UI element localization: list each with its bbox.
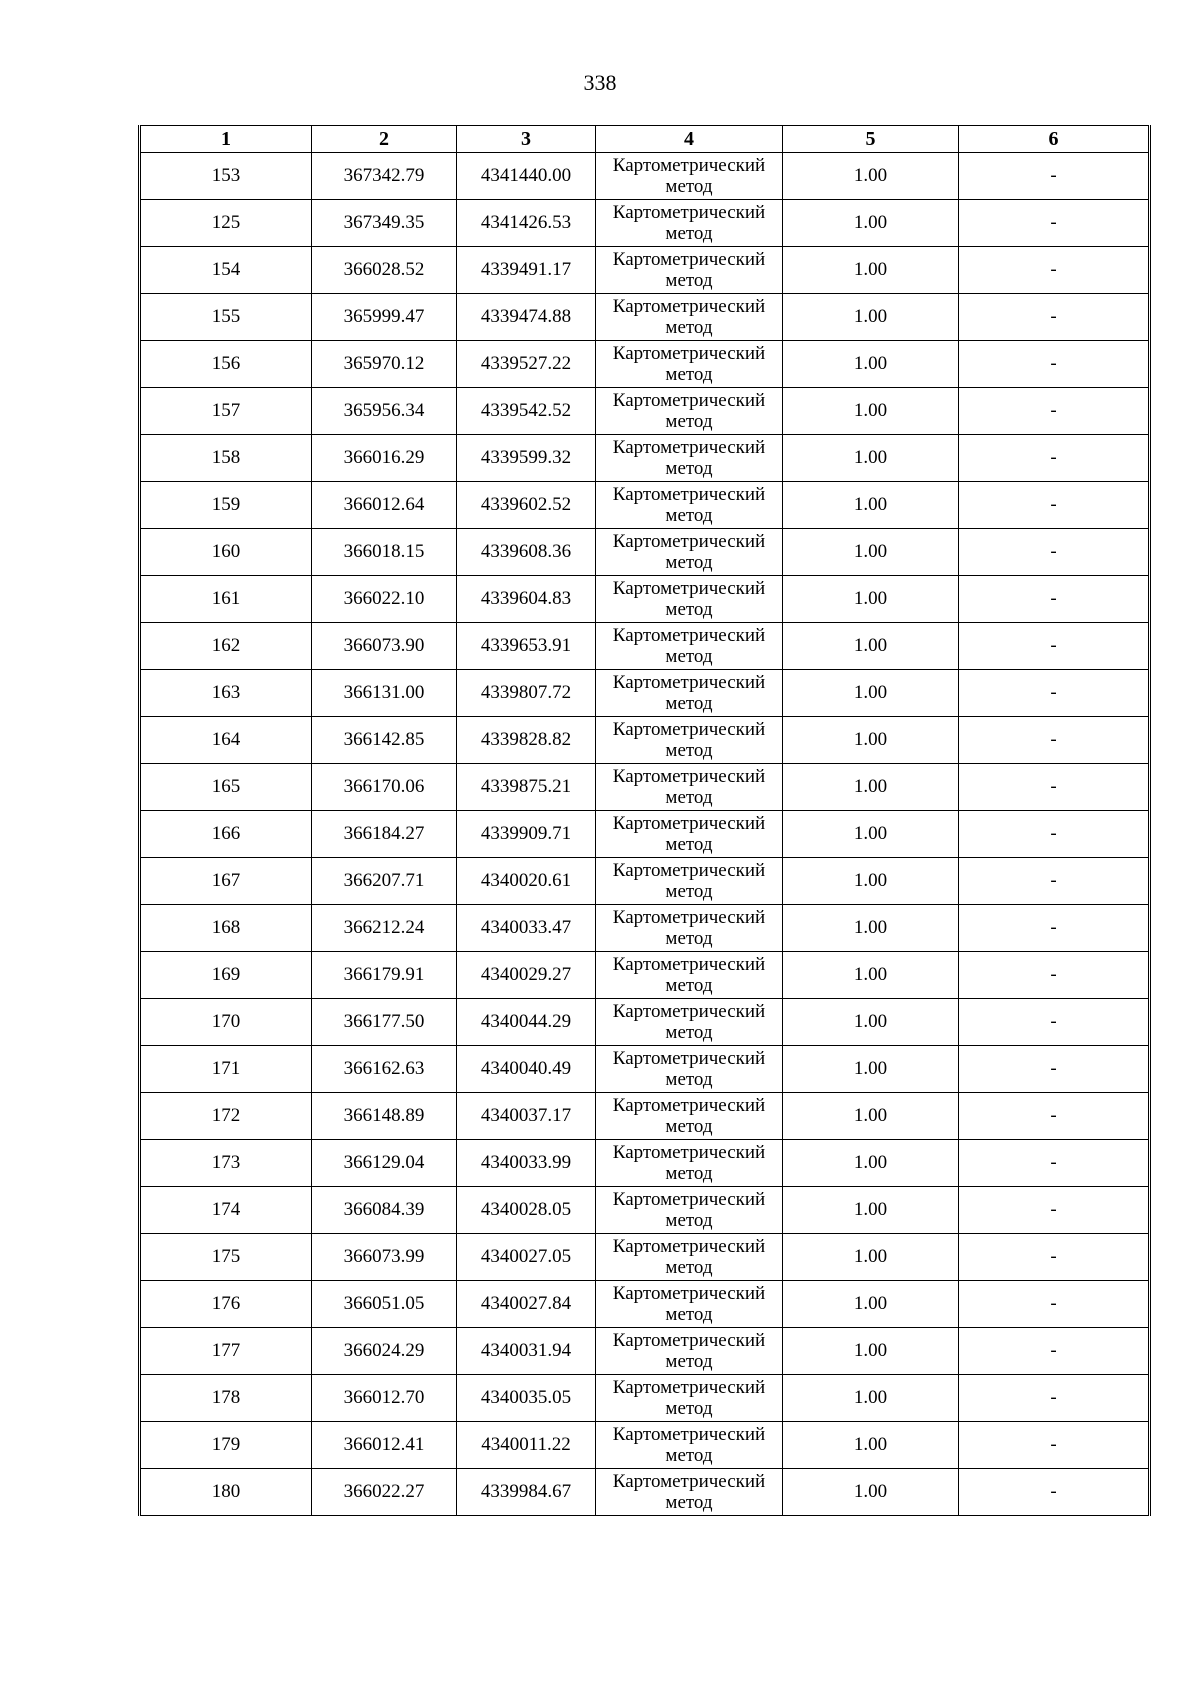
x-coordinate-cell: 366024.29: [312, 1328, 457, 1375]
x-coordinate-cell: 366184.27: [312, 811, 457, 858]
note-cell: -: [959, 482, 1150, 529]
x-coordinate-cell: 366170.06: [312, 764, 457, 811]
accuracy-cell: 1.00: [783, 717, 959, 764]
point-number-cell: 160: [140, 529, 312, 576]
note-cell: -: [959, 1469, 1150, 1516]
method-cell: Картометрический метод: [596, 388, 783, 435]
note-cell: -: [959, 623, 1150, 670]
x-coordinate-cell: 366018.15: [312, 529, 457, 576]
y-coordinate-cell: 4339602.52: [457, 482, 596, 529]
table-row: [140, 1046, 1150, 1093]
note-cell: -: [959, 1187, 1150, 1234]
point-number-cell: 176: [140, 1281, 312, 1328]
accuracy-cell: 1.00: [783, 999, 959, 1046]
x-coordinate-cell: 366012.64: [312, 482, 457, 529]
x-coordinate-cell: 366028.52: [312, 247, 457, 294]
accuracy-cell: 1.00: [783, 388, 959, 435]
table-row: [140, 435, 1150, 482]
point-number-cell: 162: [140, 623, 312, 670]
y-coordinate-cell: 4340020.61: [457, 858, 596, 905]
point-number-cell: 174: [140, 1187, 312, 1234]
method-cell: Картометрический метод: [596, 1328, 783, 1375]
y-coordinate-cell: 4339984.67: [457, 1469, 596, 1516]
y-coordinate-cell: 4339542.52: [457, 388, 596, 435]
point-number-cell: 170: [140, 999, 312, 1046]
accuracy-cell: 1.00: [783, 811, 959, 858]
y-coordinate-cell: 4339474.88: [457, 294, 596, 341]
point-number-cell: 169: [140, 952, 312, 999]
method-cell: Картометрический метод: [596, 153, 783, 200]
accuracy-cell: 1.00: [783, 341, 959, 388]
x-coordinate-cell: 366051.05: [312, 1281, 457, 1328]
method-cell: Картометрический метод: [596, 1234, 783, 1281]
method-cell: Картометрический метод: [596, 905, 783, 952]
table-row: [140, 811, 1150, 858]
column-header-3: 3: [457, 126, 596, 153]
table-row: [140, 623, 1150, 670]
y-coordinate-cell: 4339491.17: [457, 247, 596, 294]
x-coordinate-cell: 366016.29: [312, 435, 457, 482]
accuracy-cell: 1.00: [783, 905, 959, 952]
note-cell: -: [959, 952, 1150, 999]
x-coordinate-cell: 366212.24: [312, 905, 457, 952]
point-number-cell: 161: [140, 576, 312, 623]
table-row: [140, 1093, 1150, 1140]
x-coordinate-cell: 366012.41: [312, 1422, 457, 1469]
point-number-cell: 179: [140, 1422, 312, 1469]
table-row: [140, 1422, 1150, 1469]
accuracy-cell: 1.00: [783, 435, 959, 482]
point-number-cell: 153: [140, 153, 312, 200]
note-cell: -: [959, 1140, 1150, 1187]
point-number-cell: 167: [140, 858, 312, 905]
point-number-cell: 156: [140, 341, 312, 388]
x-coordinate-cell: 366012.70: [312, 1375, 457, 1422]
y-coordinate-cell: 4339608.36: [457, 529, 596, 576]
point-number-cell: 163: [140, 670, 312, 717]
note-cell: -: [959, 905, 1150, 952]
method-cell: Картометрический метод: [596, 341, 783, 388]
y-coordinate-cell: 4340031.94: [457, 1328, 596, 1375]
table-row: [140, 294, 1150, 341]
method-cell: Картометрический метод: [596, 1469, 783, 1516]
note-cell: -: [959, 717, 1150, 764]
point-number-cell: 172: [140, 1093, 312, 1140]
accuracy-cell: 1.00: [783, 200, 959, 247]
y-coordinate-cell: 4340044.29: [457, 999, 596, 1046]
accuracy-cell: 1.00: [783, 670, 959, 717]
x-coordinate-cell: 366179.91: [312, 952, 457, 999]
coordinates-table: [138, 125, 1151, 1516]
y-coordinate-cell: 4340033.99: [457, 1140, 596, 1187]
table-row: [140, 764, 1150, 811]
accuracy-cell: 1.00: [783, 1187, 959, 1234]
accuracy-cell: 1.00: [783, 1093, 959, 1140]
method-cell: Картометрический метод: [596, 294, 783, 341]
method-cell: Картометрический метод: [596, 529, 783, 576]
point-number-cell: 159: [140, 482, 312, 529]
note-cell: -: [959, 294, 1150, 341]
method-cell: Картометрический метод: [596, 623, 783, 670]
accuracy-cell: 1.00: [783, 1234, 959, 1281]
note-cell: -: [959, 1422, 1150, 1469]
note-cell: -: [959, 670, 1150, 717]
note-cell: -: [959, 1328, 1150, 1375]
accuracy-cell: 1.00: [783, 1140, 959, 1187]
point-number-cell: 166: [140, 811, 312, 858]
x-coordinate-cell: 366129.04: [312, 1140, 457, 1187]
accuracy-cell: 1.00: [783, 1422, 959, 1469]
x-coordinate-cell: 366177.50: [312, 999, 457, 1046]
note-cell: -: [959, 435, 1150, 482]
note-cell: -: [959, 999, 1150, 1046]
table-row: [140, 247, 1150, 294]
column-header-5: 5: [783, 126, 959, 153]
point-number-cell: 173: [140, 1140, 312, 1187]
point-number-cell: 154: [140, 247, 312, 294]
note-cell: -: [959, 341, 1150, 388]
header-row: [140, 126, 1150, 153]
point-number-cell: 168: [140, 905, 312, 952]
table-row: [140, 341, 1150, 388]
y-coordinate-cell: 4339875.21: [457, 764, 596, 811]
y-coordinate-cell: 4341426.53: [457, 200, 596, 247]
point-number-cell: 180: [140, 1469, 312, 1516]
y-coordinate-cell: 4340027.05: [457, 1234, 596, 1281]
table-row: [140, 1375, 1150, 1422]
column-header-1: 1: [140, 126, 312, 153]
method-cell: Картометрический метод: [596, 811, 783, 858]
method-cell: Картометрический метод: [596, 435, 783, 482]
y-coordinate-cell: 4340037.17: [457, 1093, 596, 1140]
point-number-cell: 171: [140, 1046, 312, 1093]
method-cell: Картометрический метод: [596, 247, 783, 294]
table-header: [140, 126, 1150, 153]
note-cell: -: [959, 1375, 1150, 1422]
column-header-4: 4: [596, 126, 783, 153]
note-cell: -: [959, 1046, 1150, 1093]
point-number-cell: 125: [140, 200, 312, 247]
note-cell: -: [959, 388, 1150, 435]
note-cell: -: [959, 764, 1150, 811]
table-row: [140, 388, 1150, 435]
x-coordinate-cell: 366148.89: [312, 1093, 457, 1140]
column-header-6: 6: [959, 126, 1150, 153]
note-cell: -: [959, 1234, 1150, 1281]
method-cell: Картометрический метод: [596, 858, 783, 905]
table-body: [140, 153, 1150, 1516]
note-cell: -: [959, 247, 1150, 294]
table-row: [140, 1140, 1150, 1187]
x-coordinate-cell: 366207.71: [312, 858, 457, 905]
note-cell: -: [959, 529, 1150, 576]
accuracy-cell: 1.00: [783, 529, 959, 576]
x-coordinate-cell: 365999.47: [312, 294, 457, 341]
y-coordinate-cell: 4339653.91: [457, 623, 596, 670]
method-cell: Картометрический метод: [596, 1375, 783, 1422]
y-coordinate-cell: 4341440.00: [457, 153, 596, 200]
method-cell: Картометрический метод: [596, 1046, 783, 1093]
point-number-cell: 178: [140, 1375, 312, 1422]
x-coordinate-cell: 366084.39: [312, 1187, 457, 1234]
method-cell: Картометрический метод: [596, 200, 783, 247]
x-coordinate-cell: 366073.99: [312, 1234, 457, 1281]
accuracy-cell: 1.00: [783, 576, 959, 623]
accuracy-cell: 1.00: [783, 482, 959, 529]
x-coordinate-cell: 366022.27: [312, 1469, 457, 1516]
x-coordinate-cell: 366142.85: [312, 717, 457, 764]
x-coordinate-cell: 366162.63: [312, 1046, 457, 1093]
y-coordinate-cell: 4340040.49: [457, 1046, 596, 1093]
point-number-cell: 157: [140, 388, 312, 435]
x-coordinate-cell: 365970.12: [312, 341, 457, 388]
point-number-cell: 158: [140, 435, 312, 482]
accuracy-cell: 1.00: [783, 294, 959, 341]
x-coordinate-cell: 367342.79: [312, 153, 457, 200]
table-row: [140, 1234, 1150, 1281]
y-coordinate-cell: 4340027.84: [457, 1281, 596, 1328]
accuracy-cell: 1.00: [783, 1469, 959, 1516]
note-cell: -: [959, 576, 1150, 623]
note-cell: -: [959, 153, 1150, 200]
method-cell: Картометрический метод: [596, 670, 783, 717]
table-row: [140, 858, 1150, 905]
table-row: [140, 717, 1150, 764]
y-coordinate-cell: 4339909.71: [457, 811, 596, 858]
accuracy-cell: 1.00: [783, 1375, 959, 1422]
method-cell: Картометрический метод: [596, 1422, 783, 1469]
accuracy-cell: 1.00: [783, 1328, 959, 1375]
x-coordinate-cell: 366131.00: [312, 670, 457, 717]
method-cell: Картометрический метод: [596, 952, 783, 999]
y-coordinate-cell: 4340033.47: [457, 905, 596, 952]
note-cell: -: [959, 1281, 1150, 1328]
y-coordinate-cell: 4339807.72: [457, 670, 596, 717]
column-header-2: 2: [312, 126, 457, 153]
table-row: [140, 1281, 1150, 1328]
method-cell: Картометрический метод: [596, 1093, 783, 1140]
table-row: [140, 905, 1150, 952]
table-row: [140, 482, 1150, 529]
method-cell: Картометрический метод: [596, 1140, 783, 1187]
accuracy-cell: 1.00: [783, 764, 959, 811]
accuracy-cell: 1.00: [783, 153, 959, 200]
method-cell: Картометрический метод: [596, 717, 783, 764]
y-coordinate-cell: 4340035.05: [457, 1375, 596, 1422]
point-number-cell: 155: [140, 294, 312, 341]
accuracy-cell: 1.00: [783, 1281, 959, 1328]
table-row: [140, 999, 1150, 1046]
y-coordinate-cell: 4340028.05: [457, 1187, 596, 1234]
note-cell: -: [959, 1093, 1150, 1140]
note-cell: -: [959, 858, 1150, 905]
table-row: [140, 1469, 1150, 1516]
y-coordinate-cell: 4339828.82: [457, 717, 596, 764]
point-number-cell: 164: [140, 717, 312, 764]
table-row: [140, 200, 1150, 247]
y-coordinate-cell: 4339604.83: [457, 576, 596, 623]
point-number-cell: 177: [140, 1328, 312, 1375]
accuracy-cell: 1.00: [783, 952, 959, 999]
method-cell: Картометрический метод: [596, 764, 783, 811]
page-number: 338: [583, 70, 617, 95]
table-row: [140, 576, 1150, 623]
accuracy-cell: 1.00: [783, 1046, 959, 1093]
method-cell: Картометрический метод: [596, 576, 783, 623]
x-coordinate-cell: 365956.34: [312, 388, 457, 435]
x-coordinate-cell: 366073.90: [312, 623, 457, 670]
x-coordinate-cell: 366022.10: [312, 576, 457, 623]
point-number-cell: 175: [140, 1234, 312, 1281]
y-coordinate-cell: 4340011.22: [457, 1422, 596, 1469]
table-row: [140, 1328, 1150, 1375]
accuracy-cell: 1.00: [783, 623, 959, 670]
method-cell: Картометрический метод: [596, 1187, 783, 1234]
y-coordinate-cell: 4339527.22: [457, 341, 596, 388]
method-cell: Картометрический метод: [596, 999, 783, 1046]
table-row: [140, 670, 1150, 717]
y-coordinate-cell: 4339599.32: [457, 435, 596, 482]
method-cell: Картометрический метод: [596, 482, 783, 529]
accuracy-cell: 1.00: [783, 247, 959, 294]
note-cell: -: [959, 811, 1150, 858]
method-cell: Картометрический метод: [596, 1281, 783, 1328]
y-coordinate-cell: 4340029.27: [457, 952, 596, 999]
table-row: [140, 529, 1150, 576]
point-number-cell: 165: [140, 764, 312, 811]
table-row: [140, 1187, 1150, 1234]
x-coordinate-cell: 367349.35: [312, 200, 457, 247]
coordinates-table-container: [138, 125, 1148, 1516]
note-cell: -: [959, 200, 1150, 247]
table-row: [140, 952, 1150, 999]
accuracy-cell: 1.00: [783, 858, 959, 905]
table-row: [140, 153, 1150, 200]
